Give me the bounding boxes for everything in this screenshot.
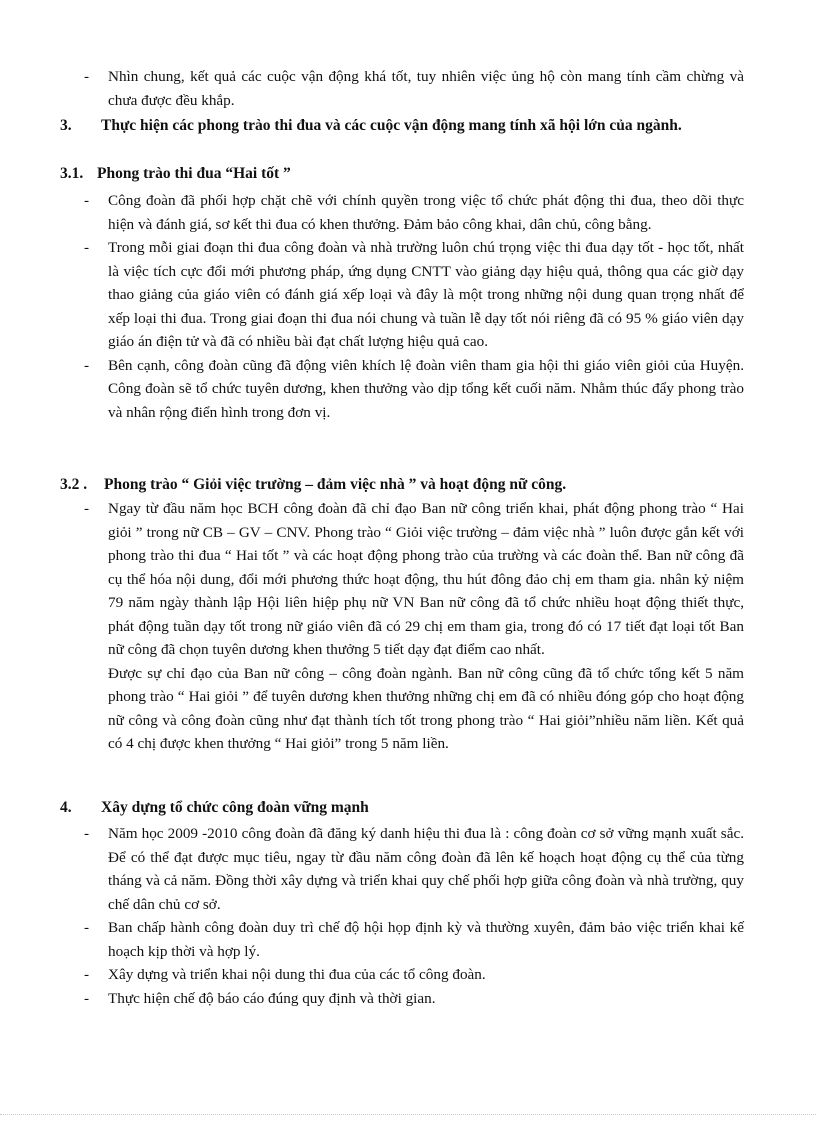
- list-item: [84, 987, 744, 1011]
- bullet-dash: -: [84, 356, 90, 374]
- paragraph: Được sự chỉ đạo của Ban nữ công – công đoàn ngành. Ban nữ công cũng đã tổ chức tổng kết 5 năm phong trào “ Hai giỏi ” để tuyên dương khen thưởng những chị em đã có nhiều đóng góp cho hoạt động nữ công và công đoàn cũng như đạt thành tích tốt trong phong trào “ Hai giỏi”nhiều năm liền. Kết quả có 4 chị được khen thưởng “ Hai giỏi” trong 5 năm liền.: [108, 664, 744, 752]
- section-3-2-list: [84, 497, 744, 756]
- list-item-text: Ban chấp hành công đoàn duy trì chế độ hội họp định kỳ và thường xuyên, đảm bảo việc triển khai kế hoạch kịp thời và hợp lý.: [108, 919, 744, 960]
- heading: [60, 162, 744, 186]
- section-3-2-heading: [60, 473, 744, 497]
- list-item: [84, 822, 744, 916]
- list-item-text: Xây dựng và triển khai nội dung thi đua của các tổ công đoàn.: [108, 966, 486, 983]
- list-item-text: Năm học 2009 -2010 công đoàn đã đăng ký danh hiệu thi đua là : công đoàn cơ sở vững mạnh xuất sắc. Để có thể đạt được mục tiêu, ngay từ đầu năm công đoàn đã lên kế hoạch hoạt động cụ thể của từng tháng và cả năm. Đồng thời xây dựng và triển khai quy chế phối hợp giữa công đoàn và nhà trường, quy chế dân chủ cơ sở.: [108, 825, 744, 913]
- list-item-text: Trong mỗi giai đoạn thi đua công đoàn và nhà trường luôn chú trọng việc thi đua dạy tốt - học tốt, nhất là việc tích cực đổi mới phương pháp, ứng dụng CNTT vào giảng dạy hiệu quả, thông qua các giờ dạy thao giảng của giáo viên có đánh giá xếp loại và đây là một trong những nội dung quan trọng nhất để xếp loại thi đua. Trong giai đoạn thi đua nói chung và tuần lễ dạy tốt nói riêng đã có 95 % giáo viên dạy giáo án điện tử và đã có nhiều bài đạt chất lượng hiệu quả cao.: [108, 239, 744, 350]
- list-item: [84, 497, 744, 662]
- list-item-text: Nhìn chung, kết quả các cuộc vận động khá tốt, tuy nhiên việc ủng hộ còn mang tính cầm chừng và chưa được đều khắp.: [108, 68, 744, 109]
- list-item: [84, 65, 744, 112]
- list-item-text: Thực hiện chế độ báo cáo đúng quy định và thời gian.: [108, 989, 436, 1007]
- section-title: Xây dựng tổ chức công đoàn vững mạnh: [101, 799, 369, 816]
- list-item: [84, 236, 744, 354]
- bullet-dash: -: [84, 919, 90, 936]
- section-title: Phong trào thi đua “Hai tốt ”: [97, 165, 291, 182]
- list-item-text: Công đoàn đã phối hợp chặt chẽ với chính quyền trong việc tổ chức phát động thi đua, theo dõi thực hiện và đánh giá, sơ kết thi đua có khen thưởng. Đảm bảo công khai, dân chủ, công bằng.: [108, 192, 744, 233]
- list-item: [84, 963, 744, 987]
- list-item-text: Ngay từ đầu năm học BCH công đoàn đã chỉ đạo Ban nữ công triển khai, phát động phong trào “ Hai giỏi ” trong nữ CB – GV – CNV. Phong trào “ Giỏi việc trường – đảm việc nhà ” luôn được gắn kết với phong trào thi đua “ Hai tốt ” và các hoạt động phong trào của trường và các đoàn thể. Ban nữ công đã cụ thể hóa nội dung, đổi mới phương thức hoạt động, thu hút đông đảo chị em tham gia. nhân kỷ niệm 79 năm ngày thành lập Hội liên hiệp phụ nữ VN Ban nữ công đã tổ chức nhiều hoạt động thiết thực, phát động tuần dạy tốt trong nữ giáo viên đã có 29 chị em tham gia, trong đó có 17 tiết đạt loại tốt Ban nữ công đã chọn tuyên dương khen thưởng 5 tiết dạy đạt điểm cao nhất.: [108, 500, 744, 658]
- list-item: [84, 354, 744, 425]
- section-number: 4.: [60, 799, 72, 816]
- heading: [60, 114, 744, 138]
- section-number: 3.: [60, 117, 72, 134]
- section-3-heading: [60, 114, 744, 138]
- section-number: 3.2 .: [60, 476, 88, 493]
- list-item: [84, 189, 744, 236]
- intro-bullet-block: [84, 65, 744, 112]
- list-item: [84, 916, 744, 963]
- page-bottom-divider: [0, 1114, 816, 1115]
- list-item-text: Bên cạnh, công đoàn cũng đã động viên khích lệ đoàn viên tham gia hội thi giáo viên giỏi của Huyện. Công đoàn sẽ tổ chức tuyên dương, khen thưởng vào dịp tổng kết cuối năm. Nhằm thúc đẩy phong trào và nhân rộng điển hình trong đơn vị.: [108, 356, 744, 421]
- bullet-dash: -: [84, 966, 90, 983]
- heading: [60, 473, 744, 497]
- section-title: Phong trào “ Giỏi việc trường – đảm việc nhà ” và hoạt động nữ công.: [104, 476, 567, 493]
- section-3-1-heading: [60, 162, 744, 186]
- bullet-dash: -: [84, 68, 90, 85]
- bullet-dash: -: [84, 825, 90, 842]
- bullet-dash: -: [84, 500, 90, 517]
- section-4-list: [84, 822, 744, 1010]
- bullet-dash: -: [84, 239, 90, 256]
- section-number: 3.1.: [60, 165, 84, 182]
- bullet-dash: -: [84, 192, 90, 209]
- bullet-dash: -: [84, 989, 90, 1007]
- section-title: Thực hiện các phong trào thi đua và các cuộc vận động mang tính xã hội lớn của ngành.: [101, 117, 682, 134]
- section-3-1-list: [84, 189, 744, 424]
- heading: [60, 796, 744, 820]
- section-4-heading: [60, 796, 744, 820]
